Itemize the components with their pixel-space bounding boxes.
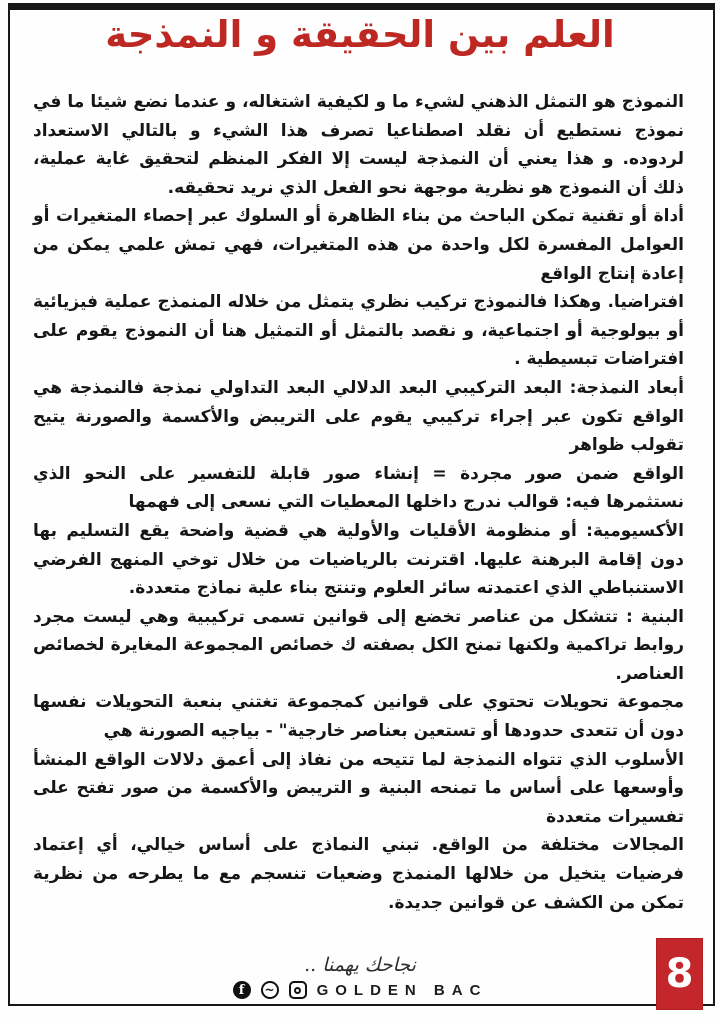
instagram-lens-dot (294, 987, 301, 994)
paragraph: افتراضيا. وهكذا فالنموذج تركيب نظري يتمثل من خلاله المنمذج عملية فيزيائية أو بيولوجية أو اجتماعية، و نقصد بالتمثل أو التمثيل هنا أن النموذج يقوم على افتراضات تبسيطية . (33, 292, 684, 370)
paragraph: البنية : تتشكل من عناصر تخضع إلى قوانين تسمى تركيبية وهي ليست مجرد روابط تراكمية ولكنها تمنح الكل بصفته ك خصائص المجموعة المغايرة لخصائص العناصر. (33, 606, 684, 684)
tilde-circle-icon: ~ (261, 981, 279, 999)
paragraph: الأسلوب الذي تتواه النمذجة لما تتيحه من نفاذ إلى أعمق دلالات الواقع المنشأ وأوسعها على أساس ما تمنحه البنية و التريبض والأكسمة من صور تفتح على تفسيرات متعددة (33, 749, 684, 827)
document-body (33, 88, 684, 917)
instagram-icon (289, 981, 307, 999)
paragraph: المجالات مختلفة من الواقع. تبني النماذج على أساس خيالي، أي إعتماد فرضيات يتخيل من خلالها المنمذج وضعيات تنسجم مع ما يطرحه من نظرية تمكن من الكشف عن قوانين جديدة. (33, 835, 684, 913)
facebook-icon: f (233, 981, 251, 999)
page-title: العلم بين الحقيقة و النمذجة (105, 13, 615, 56)
paragraph: النموذج هو التمثل الذهني لشيء ما و لكيفية اشتغاله، و عندما نضع شيئا ما في نموذج نستطيع أن نقلد اصطناعيا تصرف هذا الشيء و بالتالي الاستعداد لردوده. و هذا يعني أن النمذجة ليست إلا الفكر المنظم لتحقيق غاية عملية، ذلك أن النموذج هو نظرية موجهة نحو الفعل الذي نريد تحقيقه. (33, 92, 684, 198)
paragraph: الأكسيومية: أو منظومة الأقليات والأولية هي قضية واضحة يقع التسليم بها دون إقامة البرهنة عليها. اقترنت بالرياضيات من خلال توخي المنهج الفرضي الاستنباطي الذي اعتمدته سائر العلوم وتنتج بناء علية نماذج متعددة. (33, 520, 684, 599)
brand-row (0, 978, 720, 1002)
paragraph: مجموعة تحويلات تحتوي على قوانين كمجموعة تغتني بنعبة التحويلات نفسها دون أن تتعدى حدودها أو تستعين بعناصر خارجية" - بياجيه الصورنة هي (33, 692, 684, 742)
brand-name: GOLDEN BAC (316, 981, 488, 999)
footer-slogan: نجاحك يهمنا .. (304, 954, 416, 976)
footer (0, 954, 720, 1002)
paragraph: أبعاد النمذجة: البعد التركيبي البعد الدلالي البعد التداولي نمذجة فالنمذجة هي الواقع تكون عبر إجراء تركيبي يقوم على التريبض والأكسمة والصورنة يتيح تقولب ظواهر (33, 377, 684, 456)
paragraph: أداة أو تقنية تمكن الباحث من بناء الظاهرة أو السلوك عبر إحصاء المتغيرات أو العوامل المفسرة لكل واحدة من هذه المتغيرات، فهي تمش علمي يمكن من إعادة إنتاج الواقع (33, 206, 684, 284)
page-number-badge: 8 (656, 938, 703, 1010)
paragraph: الواقع ضمن صور مجردة = إنشاء صور قابلة للتفسير على النحو الذي نستثمرها فيه: قوالب ندرج داخلها المعطيات التي نسعى إلى فهمها (33, 463, 684, 513)
